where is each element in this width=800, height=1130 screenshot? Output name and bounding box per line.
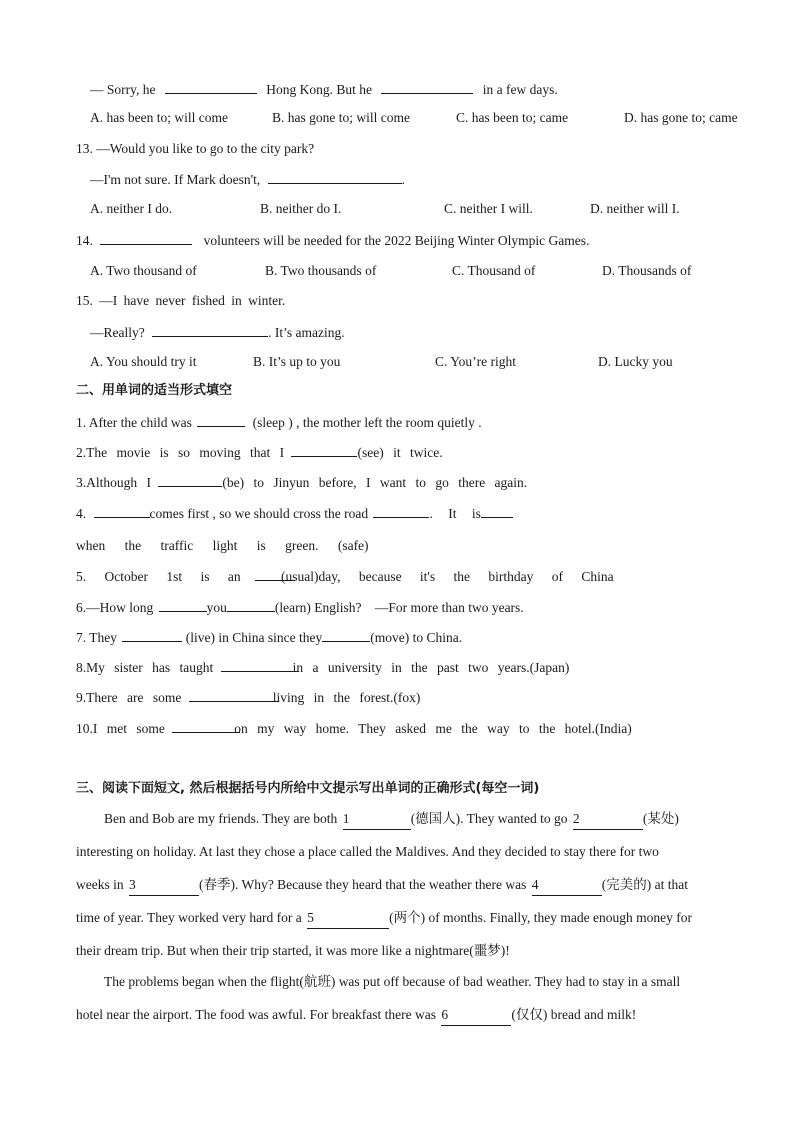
answer-blank[interactable]	[159, 597, 207, 612]
option-a[interactable]: A. has been to; will come	[90, 110, 228, 125]
q13-stem: 13. —Would you like to go to the city park?	[76, 141, 315, 156]
option-b[interactable]: B. Two thousands of	[265, 263, 377, 278]
fill-sentence-5: 5. October 1st is an (usual)day, because it's the birthday of China	[76, 566, 614, 587]
answer-blank[interactable]	[165, 79, 257, 94]
answer-blank[interactable]	[373, 503, 429, 518]
fill-sentence-10: 10.I met some on my way home. They asked me the way to the hotel.(India)	[76, 718, 632, 739]
passage-line: The problems began when the flight(航班) was put off because of bad weather. They had to stay in a small	[104, 974, 681, 989]
option-b[interactable]: B. neither do I.	[260, 201, 342, 216]
answer-blank[interactable]	[122, 627, 182, 642]
answer-blank-3[interactable]: 3	[129, 875, 199, 896]
fill-sentence-3: 3.Although I (be) to Jinyun before, I want to go there again.	[76, 472, 527, 493]
q12-options	[90, 108, 738, 128]
answer-blank[interactable]	[291, 442, 357, 457]
fill-sentence-8: 8.My sister has taught in a university in the past two years.(Japan)	[76, 657, 569, 678]
q15-stem: 15. —I have never fished in winter.	[76, 293, 286, 308]
option-a[interactable]: A. neither I do.	[90, 201, 173, 216]
fill-sentence-9: 9.There are some living in the forest.(fox)	[76, 687, 420, 708]
answer-blank[interactable]	[197, 412, 245, 427]
answer-blank[interactable]	[227, 597, 275, 612]
section-title-part2: 二、用单词的适当形式填空	[76, 383, 233, 398]
fill-sentence-4-cont: when the traffic light is green. (safe)	[76, 538, 369, 553]
option-c[interactable]: C. neither I will.	[444, 201, 533, 216]
option-c[interactable]: C. Thousand of	[452, 263, 536, 278]
q15-options	[90, 352, 673, 372]
option-d[interactable]: D. Lucky you	[598, 354, 673, 369]
option-a[interactable]: A. You should try it	[90, 354, 197, 369]
section-title-part3: 三、阅读下面短文, 然后根据括号内所给中文提示写出单词的正确形式(每空一词)	[76, 781, 540, 796]
answer-blank[interactable]	[381, 79, 473, 94]
fill-sentence-4: 4. comes first , so we should cross the road . It is	[76, 503, 513, 524]
answer-blank[interactable]	[94, 503, 150, 518]
option-d[interactable]: D. has gone to; came	[624, 110, 738, 125]
answer-blank[interactable]	[152, 322, 268, 337]
fill-sentence-6: 6.—How long you (learn) English? —For more than two years.	[76, 597, 524, 618]
option-c[interactable]: C. You’re right	[435, 354, 517, 369]
answer-blank[interactable]	[158, 472, 222, 487]
answer-blank[interactable]	[221, 657, 299, 672]
answer-blank[interactable]	[268, 169, 402, 184]
answer-blank-2[interactable]: 2	[573, 809, 643, 830]
q14-options	[90, 261, 691, 281]
q13-options	[90, 199, 680, 219]
passage-line: weeks in 3 (春季). Why? Because they heard that the weather there was 4 (完美的) at that	[76, 875, 688, 896]
passage-line: Ben and Bob are my friends. They are both 1 (德国人). They wanted to go 2 (某处)	[104, 809, 679, 830]
option-b[interactable]: B. has gone to; will come	[272, 110, 410, 125]
answer-blank[interactable]	[481, 503, 513, 518]
answer-blank[interactable]	[189, 687, 279, 702]
q15-reply: —Really? . It’s amazing.	[90, 322, 345, 343]
passage-line: their dream trip. But when their trip started, it was more like a nightmare(噩梦)!	[76, 943, 510, 958]
answer-blank-4[interactable]: 4	[532, 875, 602, 896]
fill-sentence-1: 1. After the child was (sleep ) , the mother left the room quietly .	[76, 412, 482, 433]
option-b[interactable]: B. It’s up to you	[253, 354, 341, 369]
answer-blank[interactable]	[172, 718, 240, 733]
answer-blank[interactable]	[322, 627, 370, 642]
option-c[interactable]: C. has been to; came	[456, 110, 569, 125]
q14-stem: 14. volunteers will be needed for the 2022 Beijing Winter Olympic Games.	[76, 230, 589, 251]
option-a[interactable]: A. Two thousand of	[90, 263, 197, 278]
option-d[interactable]: D. Thousands of	[602, 263, 692, 278]
passage-line: time of year. They worked very hard for a 5 (两个) of months. Finally, they made enough money for	[76, 908, 692, 929]
answer-blank-5[interactable]: 5	[307, 908, 389, 929]
option-d[interactable]: D. neither will I.	[590, 201, 680, 216]
answer-blank-1[interactable]: 1	[343, 809, 411, 830]
passage-line: hotel near the airport. The food was awful. For breakfast there was 6 (仅仅) bread and milk!	[76, 1005, 636, 1026]
answer-blank-6[interactable]: 6	[441, 1005, 511, 1026]
q13-reply: —I'm not sure. If Mark doesn't, .	[90, 169, 405, 190]
fill-sentence-2: 2.The movie is so moving that I (see) it twice.	[76, 442, 443, 463]
q12-reply: — Sorry, he Hong Kong. But he in a few days.	[90, 79, 558, 100]
passage-line: interesting on holiday. At last they chose a place called the Maldives. And they decided to stay there for two	[76, 844, 659, 859]
fill-sentence-7: 7. They (live) in China since they (move) to China.	[76, 627, 462, 648]
answer-blank[interactable]	[100, 230, 192, 245]
